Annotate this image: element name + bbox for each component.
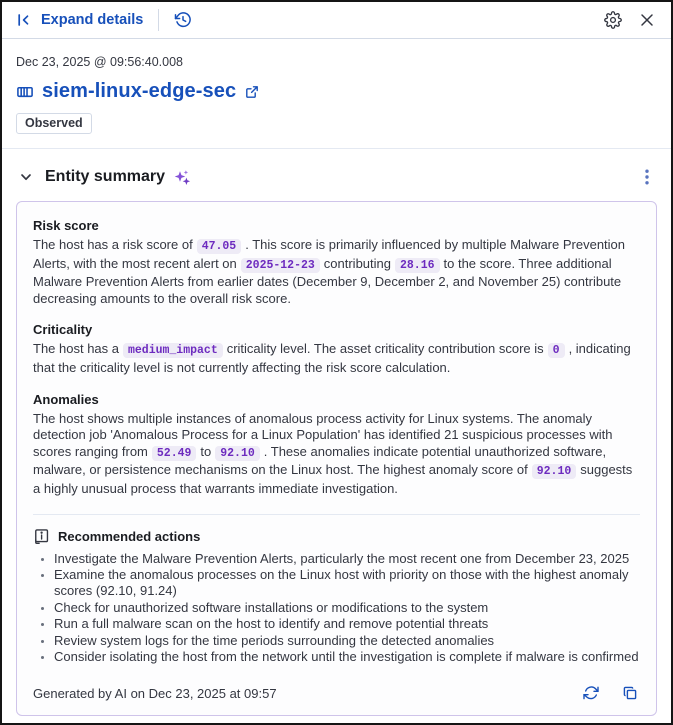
generated-by-ai-text: Generated by AI on Dec 23, 2025 at 09:57 [33, 685, 277, 701]
summary-menu-button[interactable] [637, 165, 657, 189]
sparkles-icon [173, 168, 192, 187]
inline-code-value: 52.49 [152, 446, 197, 461]
recommended-action-item: • Check for unauthorized software installations or modifications to the system [54, 600, 640, 616]
recently-viewed-icon [174, 11, 192, 29]
open-entity-details-button[interactable] [244, 84, 260, 100]
external-link-icon [244, 84, 260, 100]
header-divider [2, 148, 671, 149]
entity-name-link[interactable]: siem-linux-edge-sec [42, 80, 237, 102]
section-paragraph [33, 237, 640, 307]
settings-button[interactable] [602, 9, 624, 31]
section-heading: Anomalies [33, 391, 99, 407]
inline-code-value: 2025-12-23 [241, 258, 320, 273]
paragraph-text: , indicating that the criticality level is not currently affecting the risk score calculation. [33, 341, 631, 375]
refresh-icon [583, 685, 599, 701]
section-heading: Criticality [33, 322, 93, 338]
inline-code-value: 0 [548, 343, 565, 358]
recommended-actions-list [33, 551, 640, 666]
inline-code-value: 28.16 [395, 258, 440, 273]
recommended-action-item: • Examine the anomalous processes on the Linux host with priority on those with the highest anomaly scores (92.10, 91.24) [54, 567, 640, 600]
topbar-divider [158, 9, 159, 31]
section-paragraph [33, 411, 640, 498]
observed-badge: Observed [16, 113, 92, 134]
recommended-action-item: • Review system logs for the time periods surrounding the detected anomalies [54, 633, 640, 649]
entity-summary-panel [16, 201, 657, 716]
host-storage-icon [16, 83, 34, 101]
paragraph-text: to the score. Three additional Malware Prevention Alerts from earlier dates (December 9, December 2, and November 25) contribute decreasing amounts to the overall risk score. [33, 255, 622, 306]
history-button[interactable] [172, 9, 194, 31]
paragraph-text: . These anomalies indicate potential unauthorized software, malware, or persistence mechanisms on the Linux host. The highest anomaly score of [33, 443, 607, 478]
paragraph-text: . This score is primarily influenced by multiple Malware Prevention Alerts, with the most recent alert on [33, 237, 626, 271]
vertical-dots-icon [640, 168, 654, 186]
expand-details-label: Expand details [41, 12, 144, 28]
paragraph-text: criticality level. The asset criticality contribution score is [226, 341, 544, 357]
recommended-actions-heading: Recommended actions [58, 528, 201, 544]
gear-icon [604, 11, 622, 29]
regenerate-summary-button[interactable] [581, 683, 601, 703]
paragraph-text: The host has a risk score of [33, 237, 193, 252]
recommended-action-item: • Investigate the Malware Prevention Alerts, particularly the most recent one from December 23, 2025 [54, 551, 640, 567]
close-icon [639, 12, 655, 28]
inline-code-value: 47.05 [197, 239, 242, 254]
book-info-icon [33, 528, 50, 545]
summary-sections [33, 218, 640, 498]
paragraph-text: suggests a highly unusual process that warrants immediate investigation. [33, 462, 633, 496]
flyout-header-bar [2, 2, 671, 39]
inline-code-value: 92.10 [532, 464, 577, 479]
collapse-summary-button[interactable] [16, 167, 36, 187]
paragraph-text: to [200, 443, 212, 459]
recommended-action-item: • Run a full malware scan on the host to identify and remove potential threats [54, 616, 640, 632]
paragraph-text: The host has a [33, 341, 119, 357]
collapse-left-icon [16, 12, 32, 28]
section-heading: Risk score [33, 218, 99, 233]
chevron-down-icon [18, 169, 34, 185]
panel-divider [33, 514, 640, 515]
paragraph-text: contributing [323, 255, 391, 271]
inline-code-value: 92.10 [215, 446, 260, 461]
close-flyout-button[interactable] [637, 10, 657, 30]
event-timestamp: Dec 23, 2025 @ 09:56:40.008 [16, 55, 183, 69]
expand-details-button[interactable] [16, 12, 143, 28]
paragraph-text: The host shows multiple instances of anomalous process activity for Linux systems. The anomaly detection job 'Anomalous Process for a Linux Population' has identified 21 suspicious processes with scores ranging from [33, 410, 613, 459]
inline-code-value: medium_impact [123, 343, 223, 358]
copy-icon [622, 685, 638, 701]
copy-summary-button[interactable] [620, 683, 640, 703]
section-paragraph [33, 341, 640, 376]
entity-summary-title: Entity summary [45, 168, 166, 185]
recommended-action-item: • Consider isolating the host from the network until the investigation is complete if malware is confirmed [54, 649, 640, 665]
